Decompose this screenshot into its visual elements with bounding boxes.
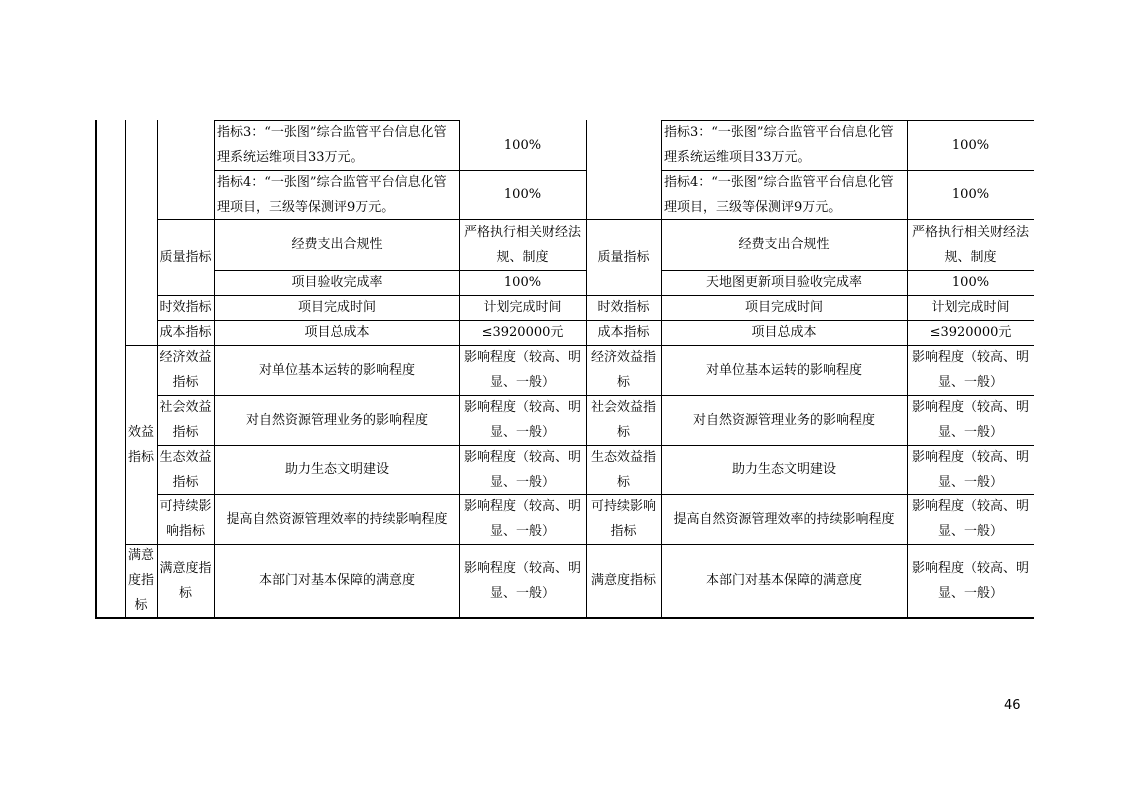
time-label-right: 时效指标 — [597, 300, 650, 315]
quality-left-indicator-2: 项目验收完成率 — [291, 275, 383, 290]
right-indicator-3: 指标3：“一张图”综合监管平台信息化管理系统运维项目33万元。 — [664, 125, 894, 165]
benefit-left-indicator-1: 对单位基本运转的影响程度 — [258, 362, 415, 378]
benefit-label-left-1: 经济效益指标 — [159, 350, 212, 390]
benefit-label-right-3: 生态效益指标 — [590, 449, 656, 490]
benefit-left-indicator-2: 对自然资源管理业务的影响程度 — [245, 412, 428, 428]
right-indicator-4-value: 100% — [951, 187, 990, 202]
cost-left-value: ≤3920000元 — [481, 325, 564, 340]
benefit-left-value-2: 影响程度（较高、明显、一般） — [463, 400, 581, 440]
cost-right-value: ≤3920000元 — [929, 325, 1012, 340]
satisfaction-right-indicator: 本部门对基本保障的满意度 — [705, 573, 862, 588]
cost-label-right: 成本指标 — [597, 325, 650, 340]
quality-right-value-1: 严格执行相关财经法规、制度 — [911, 224, 1029, 265]
page-number: 46 — [1004, 698, 1021, 713]
time-right-indicator: 项目完成时间 — [744, 300, 823, 315]
left-indicator-4-value: 100% — [503, 187, 542, 202]
cost-left-indicator: 项目总成本 — [304, 325, 370, 340]
time-label-left: 时效指标 — [159, 300, 212, 315]
quality-left-indicator-1: 经费支出合规性 — [291, 237, 383, 252]
benefit-label-left-4: 可持续影响指标 — [159, 499, 212, 539]
time-left-indicator: 项目完成时间 — [297, 300, 376, 315]
benefit-right-indicator-4: 提高自然资源管理效率的持续影响程度 — [673, 511, 895, 527]
right-indicator-4: 指标4：“一张图”综合监管平台信息化管理项目，三级等保测评9万元。 — [664, 174, 894, 215]
satisfaction-label-right: 满意度指标 — [590, 573, 656, 588]
benefit-left-indicator-3: 助力生态文明建设 — [284, 462, 389, 477]
left-indicator-4: 指标4：“一张图”综合监管平台信息化管理项目，三级等保测评9万元。 — [217, 174, 447, 215]
benefit-right-value-3: 影响程度（较高、明显、一般） — [911, 449, 1029, 490]
benefit-label-left-3: 生态效益指标 — [159, 449, 212, 490]
satisfaction-right-value: 影响程度（较高、明显、一般） — [911, 560, 1029, 601]
benefit-right-value-4: 影响程度（较高、明显、一般） — [911, 499, 1029, 539]
left-indicator-3: 指标3：“一张图”综合监管平台信息化管理系统运维项目33万元。 — [217, 125, 447, 165]
benefit-left-indicator-4: 提高自然资源管理效率的持续影响程度 — [226, 511, 448, 527]
quality-label-right: 质量指标 — [597, 249, 650, 265]
quality-right-indicator-1: 经费支出合规性 — [738, 237, 830, 252]
cost-right-indicator: 项目总成本 — [751, 325, 817, 340]
benefit-label-right-1: 经济效益指标 — [590, 350, 656, 390]
benefit-group-label: 效益指标 — [127, 424, 154, 465]
benefit-left-value-4: 影响程度（较高、明显、一般） — [463, 499, 581, 539]
left-indicator-3-value: 100% — [503, 137, 542, 153]
satisfaction-label-left: 满意度指标 — [159, 560, 212, 601]
benefit-right-indicator-2: 对自然资源管理业务的影响程度 — [692, 412, 875, 428]
benefit-label-right-4: 可持续影响指标 — [590, 499, 656, 539]
benefit-right-indicator-1: 对单位基本运转的影响程度 — [705, 362, 862, 378]
cost-label-left: 成本指标 — [159, 325, 212, 340]
benefit-right-value-1: 影响程度（较高、明显、一般） — [911, 350, 1029, 390]
satisfaction-left-indicator: 本部门对基本保障的满意度 — [258, 573, 415, 588]
satisfaction-left-value: 影响程度（较高、明显、一般） — [463, 560, 581, 601]
quality-left-value-1: 严格执行相关财经法规、制度 — [463, 224, 581, 265]
benefit-left-value-3: 影响程度（较高、明显、一般） — [463, 449, 581, 490]
benefit-label-right-2: 社会效益指标 — [590, 400, 656, 440]
benefit-right-value-2: 影响程度（较高、明显、一般） — [911, 400, 1029, 440]
benefit-right-indicator-3: 助力生态文明建设 — [731, 462, 836, 477]
time-right-value: 计划完成时间 — [931, 300, 1010, 315]
right-indicator-3-value: 100% — [951, 137, 990, 153]
quality-right-indicator-2: 天地图更新项目验收完成率 — [705, 275, 862, 290]
quality-label-left: 质量指标 — [159, 249, 212, 265]
benefit-left-value-1: 影响程度（较高、明显、一般） — [463, 350, 581, 390]
benefit-label-left-2: 社会效益指标 — [159, 400, 212, 440]
time-left-value: 计划完成时间 — [483, 300, 562, 315]
quality-right-value-2: 100% — [951, 275, 990, 290]
quality-left-value-2: 100% — [503, 275, 542, 290]
satisfaction-group-label: 满意度指标 — [127, 548, 154, 613]
